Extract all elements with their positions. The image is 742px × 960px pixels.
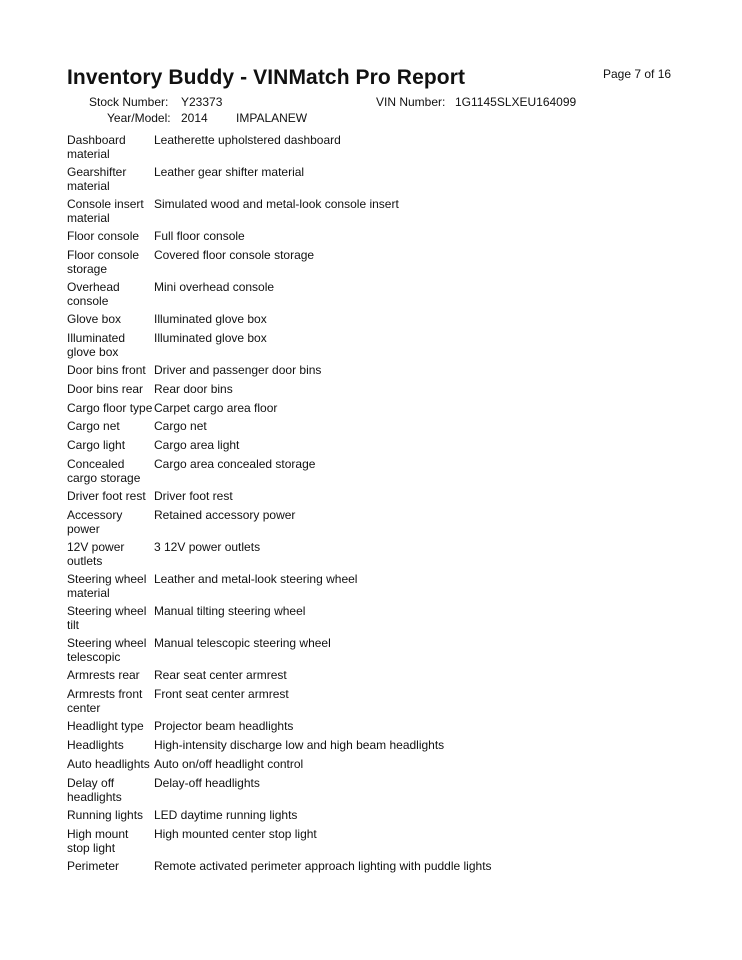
year-value: 2014	[181, 111, 208, 125]
spec-row	[67, 248, 707, 276]
spec-row	[67, 165, 707, 193]
spec-value: Projector beam headlights	[154, 718, 294, 733]
spec-value: Illuminated glove box	[154, 312, 267, 326]
spec-key: Armrests rear	[67, 667, 140, 682]
spec-key: Headlight type	[67, 718, 144, 733]
page-number: Page 7 of 16	[603, 67, 672, 81]
spec-row	[67, 604, 707, 632]
spec-key: Cargo light	[67, 437, 126, 452]
spec-key: 12V power outlets	[67, 539, 125, 568]
spec-value: Manual telescopic steering wheel	[154, 635, 331, 650]
spec-key: Door bins rear	[67, 382, 144, 396]
spec-value: Leatherette upholstered dashboard	[154, 133, 341, 147]
spec-row	[67, 572, 707, 600]
spec-key: Overhead console	[67, 280, 120, 309]
year-model-label: Year/Model:	[107, 111, 171, 125]
spec-value: Leather and metal-look steering wheel	[154, 571, 358, 586]
spec-table	[67, 133, 707, 878]
spec-key: Illuminated glove box	[67, 331, 126, 360]
spec-row	[67, 419, 707, 433]
spec-value: LED daytime running lights	[154, 807, 298, 822]
spec-value: Leather gear shifter material	[154, 165, 305, 179]
spec-value: 3 12V power outlets	[154, 539, 261, 554]
spec-value: Cargo area light	[154, 437, 240, 452]
spec-key: Running lights	[67, 807, 144, 822]
stock-number-label: Stock Number:	[89, 95, 169, 109]
spec-row	[67, 457, 707, 485]
spec-value: Rear seat center armrest	[154, 667, 287, 682]
spec-key: Door bins front	[67, 363, 146, 377]
spec-key: Concealed cargo storage	[67, 456, 141, 485]
report-title: Inventory Buddy - VINMatch Pro Report	[67, 66, 466, 89]
spec-value: Covered floor console storage	[154, 248, 315, 262]
spec-row	[67, 197, 707, 225]
spec-row	[67, 859, 707, 873]
spec-row	[67, 312, 707, 326]
spec-value: Simulated wood and metal-look console insert	[154, 197, 399, 211]
stock-number-value: Y23373	[181, 95, 223, 109]
spec-key: Cargo floor type	[67, 401, 153, 415]
spec-row	[67, 668, 707, 682]
spec-row	[67, 133, 707, 161]
spec-key: Accessory power	[67, 507, 123, 536]
spec-row	[67, 827, 707, 855]
spec-row	[67, 757, 707, 771]
vin-number-label: VIN Number:	[376, 95, 446, 109]
spec-value: High-intensity discharge low and high beam headlights	[154, 737, 445, 752]
spec-value: Cargo net	[154, 418, 207, 433]
spec-key: Armrests front center	[67, 686, 143, 715]
spec-value: Illuminated glove box	[154, 331, 267, 345]
spec-key: Floor console storage	[67, 248, 140, 277]
spec-key: Dashboard material	[67, 133, 126, 162]
spec-value: Full floor console	[154, 229, 245, 243]
spec-key: Perimeter	[67, 858, 120, 873]
spec-row	[67, 508, 707, 536]
spec-key: Steering wheel telescopic	[67, 635, 147, 664]
spec-value: Cargo area concealed storage	[154, 456, 316, 471]
spec-row	[67, 776, 707, 804]
spec-value: Delay-off headlights	[154, 775, 260, 790]
spec-key: Console insert material	[67, 197, 144, 226]
spec-key: Auto headlights	[67, 756, 150, 771]
spec-key: Steering wheel tilt	[67, 603, 147, 632]
spec-row	[67, 382, 707, 396]
spec-row	[67, 719, 707, 733]
spec-row	[67, 438, 707, 452]
spec-key: Gearshifter material	[67, 165, 127, 194]
spec-key: Steering wheel material	[67, 571, 147, 600]
spec-key: Cargo net	[67, 418, 120, 433]
spec-value: Driver and passenger door bins	[154, 363, 322, 377]
spec-value: Mini overhead console	[154, 280, 275, 294]
spec-value: Carpet cargo area floor	[154, 401, 278, 415]
spec-row	[67, 540, 707, 568]
model-value: IMPALANEW	[236, 111, 308, 125]
vin-number-value: 1G1145SLXEU164099	[455, 95, 577, 109]
spec-value: Retained accessory power	[154, 507, 296, 522]
spec-value: Rear door bins	[154, 382, 233, 396]
spec-row	[67, 687, 707, 715]
spec-value: Driver foot rest	[154, 488, 233, 503]
spec-value: Front seat center armrest	[154, 686, 289, 701]
spec-key: High mount stop light	[67, 826, 129, 855]
spec-key: Floor console	[67, 229, 140, 243]
spec-row	[67, 229, 707, 243]
spec-row	[67, 489, 707, 503]
spec-row	[67, 808, 707, 822]
spec-row	[67, 280, 707, 308]
spec-value: Manual tilting steering wheel	[154, 603, 306, 618]
spec-row	[67, 636, 707, 664]
spec-key: Headlights	[67, 737, 124, 752]
spec-key: Delay off headlights	[67, 775, 122, 804]
spec-row	[67, 738, 707, 752]
spec-row	[67, 401, 707, 415]
spec-key: Glove box	[67, 312, 122, 326]
spec-value: Remote activated perimeter approach lighting with puddle lights	[154, 858, 492, 873]
spec-row	[67, 363, 707, 377]
spec-value: High mounted center stop light	[154, 826, 317, 841]
spec-value: Auto on/off headlight control	[154, 756, 304, 771]
spec-key: Driver foot rest	[67, 488, 146, 503]
spec-row	[67, 331, 707, 359]
